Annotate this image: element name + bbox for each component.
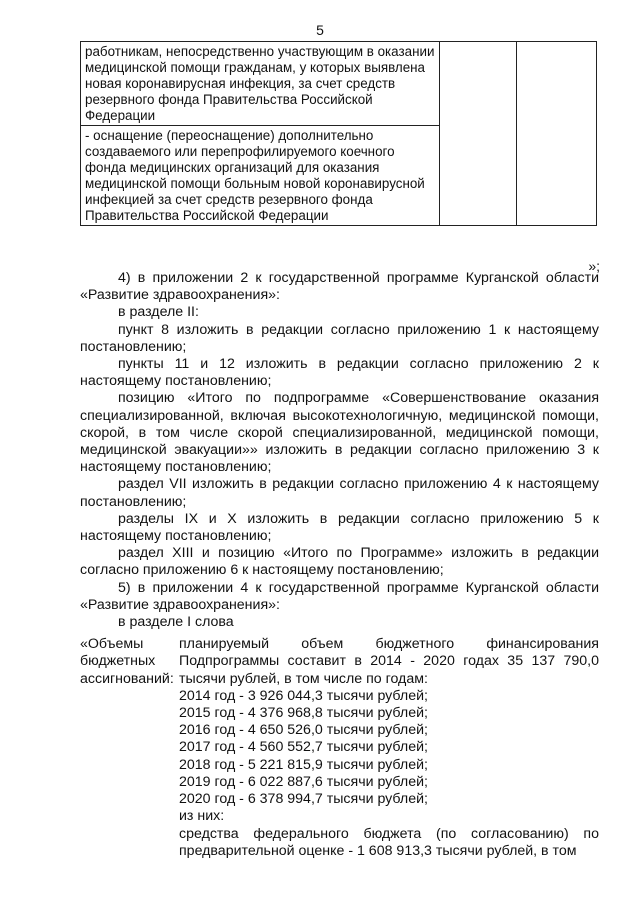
budget-year-item: 2017 год - 4 560 552,7 тысячи рублей; (179, 739, 428, 756)
paragraph: пункт 8 изложить в редакции согласно приложению 1 к настоящему постановлению; (80, 321, 599, 355)
budget-year-item: 2015 год - 4 376 968,8 тысячи рублей; (179, 705, 428, 722)
budget-federal: средства федерального бюджета (по согласованию) по предварительной оценке - 1 608 913,3 тысячи рублей, в том (179, 825, 599, 859)
closing-quote: »; (588, 258, 600, 274)
budget-year-item: 2019 год - 6 022 887,6 тысячи рублей; (179, 773, 428, 790)
budget-label (80, 636, 177, 860)
paragraph: пункты 11 и 12 изложить в редакции согласно приложению 2 к настоящему постановлению; (80, 356, 599, 390)
budget-label-line: «Объемы (80, 636, 144, 653)
paragraph: 5) в приложении 4 к государственной программе Курганской области «Развитие здравоохранения»: (80, 579, 599, 613)
budget-year-item: 2016 год - 4 650 526,0 тысячи рублей; (179, 722, 428, 739)
budget-years-list (179, 688, 599, 808)
continued-table (80, 41, 597, 226)
budget-text (177, 636, 599, 860)
paragraph: позицию «Итого по подпрограмме «Совершенствование оказания специализированной, включая высокотехнологичную, медицинской помощи, скорой, в том числе скорой специализированной, медицинской помощи, медицинской эвакуации»» изложить в редакции согласно приложению 3 к настоящему постановлению; (80, 390, 599, 476)
table-cell-empty (440, 42, 516, 226)
table-cell-text: - оснащение (переоснащение) дополнительно создаваемого или перепрофилируемого коечного фонда медицинских организаций для оказания медицинской помощи больным новой коронавирусной инфекцией за счет средств резервного фонда Правительства Российской Федерации (81, 126, 440, 226)
budget-year-item: 2020 год - 6 378 994,7 тысячи рублей; (179, 791, 428, 808)
table-cell-empty (516, 42, 596, 226)
budget-intro: планируемый объем бюджетного финансирования Подпрограммы составит в 2014 - 2020 годах 35 137 790,0 тысячи рублей, в том числе по годам: (179, 636, 599, 687)
page-number: 5 (316, 22, 324, 38)
budget-label-line: ассигнований: (80, 670, 174, 687)
paragraph: раздел XIII и позицию «Итого по Программе» изложить в редакции согласно приложению 6 к настоящему постановлению; (80, 545, 599, 579)
budget-year-item: 2018 год - 5 221 815,9 тысячи рублей; (179, 756, 428, 773)
budget-year-item: 2014 год - 3 926 044,3 тысячи рублей; (179, 687, 428, 704)
budget-of-them: из них: (179, 808, 225, 825)
table-cell-text: работникам, непосредственно участвующим в оказании медицинской помощи гражданам, у которых выявлена новая коронавирусная инфекция, за счет средств резервного фонда Правительства Российской Федерации (81, 42, 440, 126)
budget-block (80, 636, 599, 860)
paragraph: в разделе II: (118, 304, 199, 321)
paragraph: в разделе I слова (118, 614, 234, 631)
budget-label-line: бюджетных (80, 653, 156, 670)
paragraph: 4) в приложении 2 к государственной программе Курганской области «Развитие здравоохранения»: (80, 270, 599, 304)
table-row (81, 42, 597, 126)
paragraph: раздел VII изложить в редакции согласно приложению 4 к настоящему постановлению; (80, 476, 599, 510)
paragraph: разделы IX и X изложить в редакции согласно приложению 5 к настоящему постановлению; (80, 510, 599, 545)
document-body (80, 270, 599, 860)
